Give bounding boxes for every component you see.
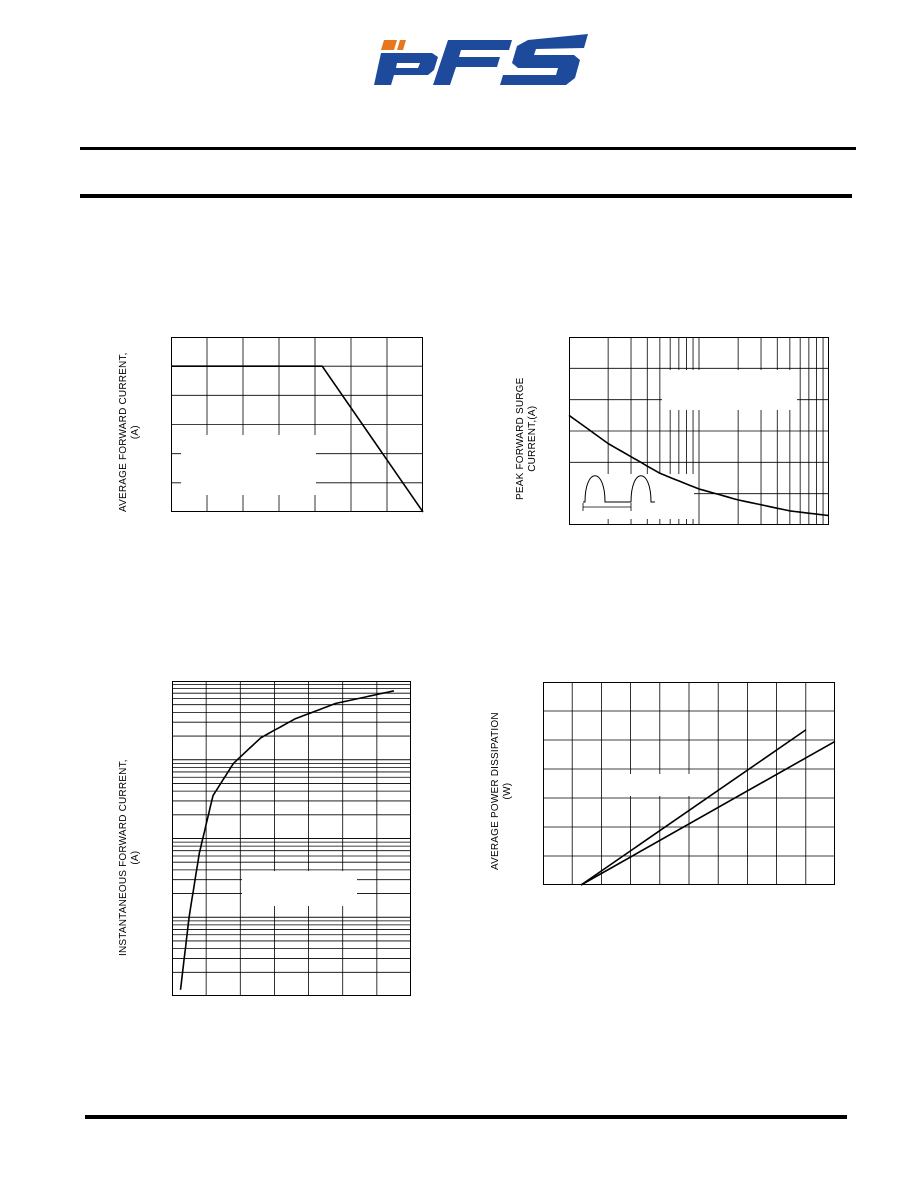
- chart3-ylabel-line2: (A): [130, 850, 141, 865]
- pfs-logo: [370, 30, 592, 90]
- chart1-svg: [171, 337, 423, 512]
- legend-blank-box: [662, 370, 797, 410]
- logo-orange-bars: [381, 40, 406, 50]
- chart3-ylabel: [118, 759, 142, 956]
- chart4-ylabel: [490, 712, 514, 870]
- chart4-ylabel-line2: (W): [502, 782, 513, 800]
- chart4-svg: [543, 682, 835, 885]
- chart-power-dissipation: [543, 682, 835, 885]
- chart2-ylabel-line1: PEAK FORWARD SURGE: [515, 377, 526, 500]
- chart1-ylabel: [118, 352, 142, 512]
- chart2-svg: [569, 337, 829, 525]
- chart-forward-characteristics: [172, 681, 411, 996]
- header-rule-bottom: [80, 194, 852, 198]
- chart4-ylabel-line1: AVERAGE POWER DISSIPATION: [490, 712, 501, 870]
- legend-blank-box: [181, 435, 316, 495]
- chart2-ylabel: [515, 377, 539, 500]
- logo-letters: [374, 34, 588, 85]
- chart2-ylabel-line2: CURRENT,(A): [527, 405, 538, 472]
- chart-forward-current-derating: [171, 337, 423, 512]
- header-rule-top: [80, 147, 856, 150]
- chart1-ylabel-line1: AVERAGE FORWARD CURRENT,: [118, 352, 129, 512]
- chart3-ylabel-line1: INSTANTANEOUS FORWARD CURRENT,: [118, 759, 129, 956]
- legend-blank-box: [630, 774, 705, 796]
- chart1-ylabel-line2: (A): [130, 425, 141, 440]
- footer-rule: [85, 1115, 847, 1119]
- series-line: [581, 730, 806, 885]
- chart-surge-current: [569, 337, 829, 525]
- chart3-svg: [172, 681, 411, 996]
- series-line: [581, 741, 835, 885]
- legend-blank-box: [242, 871, 357, 906]
